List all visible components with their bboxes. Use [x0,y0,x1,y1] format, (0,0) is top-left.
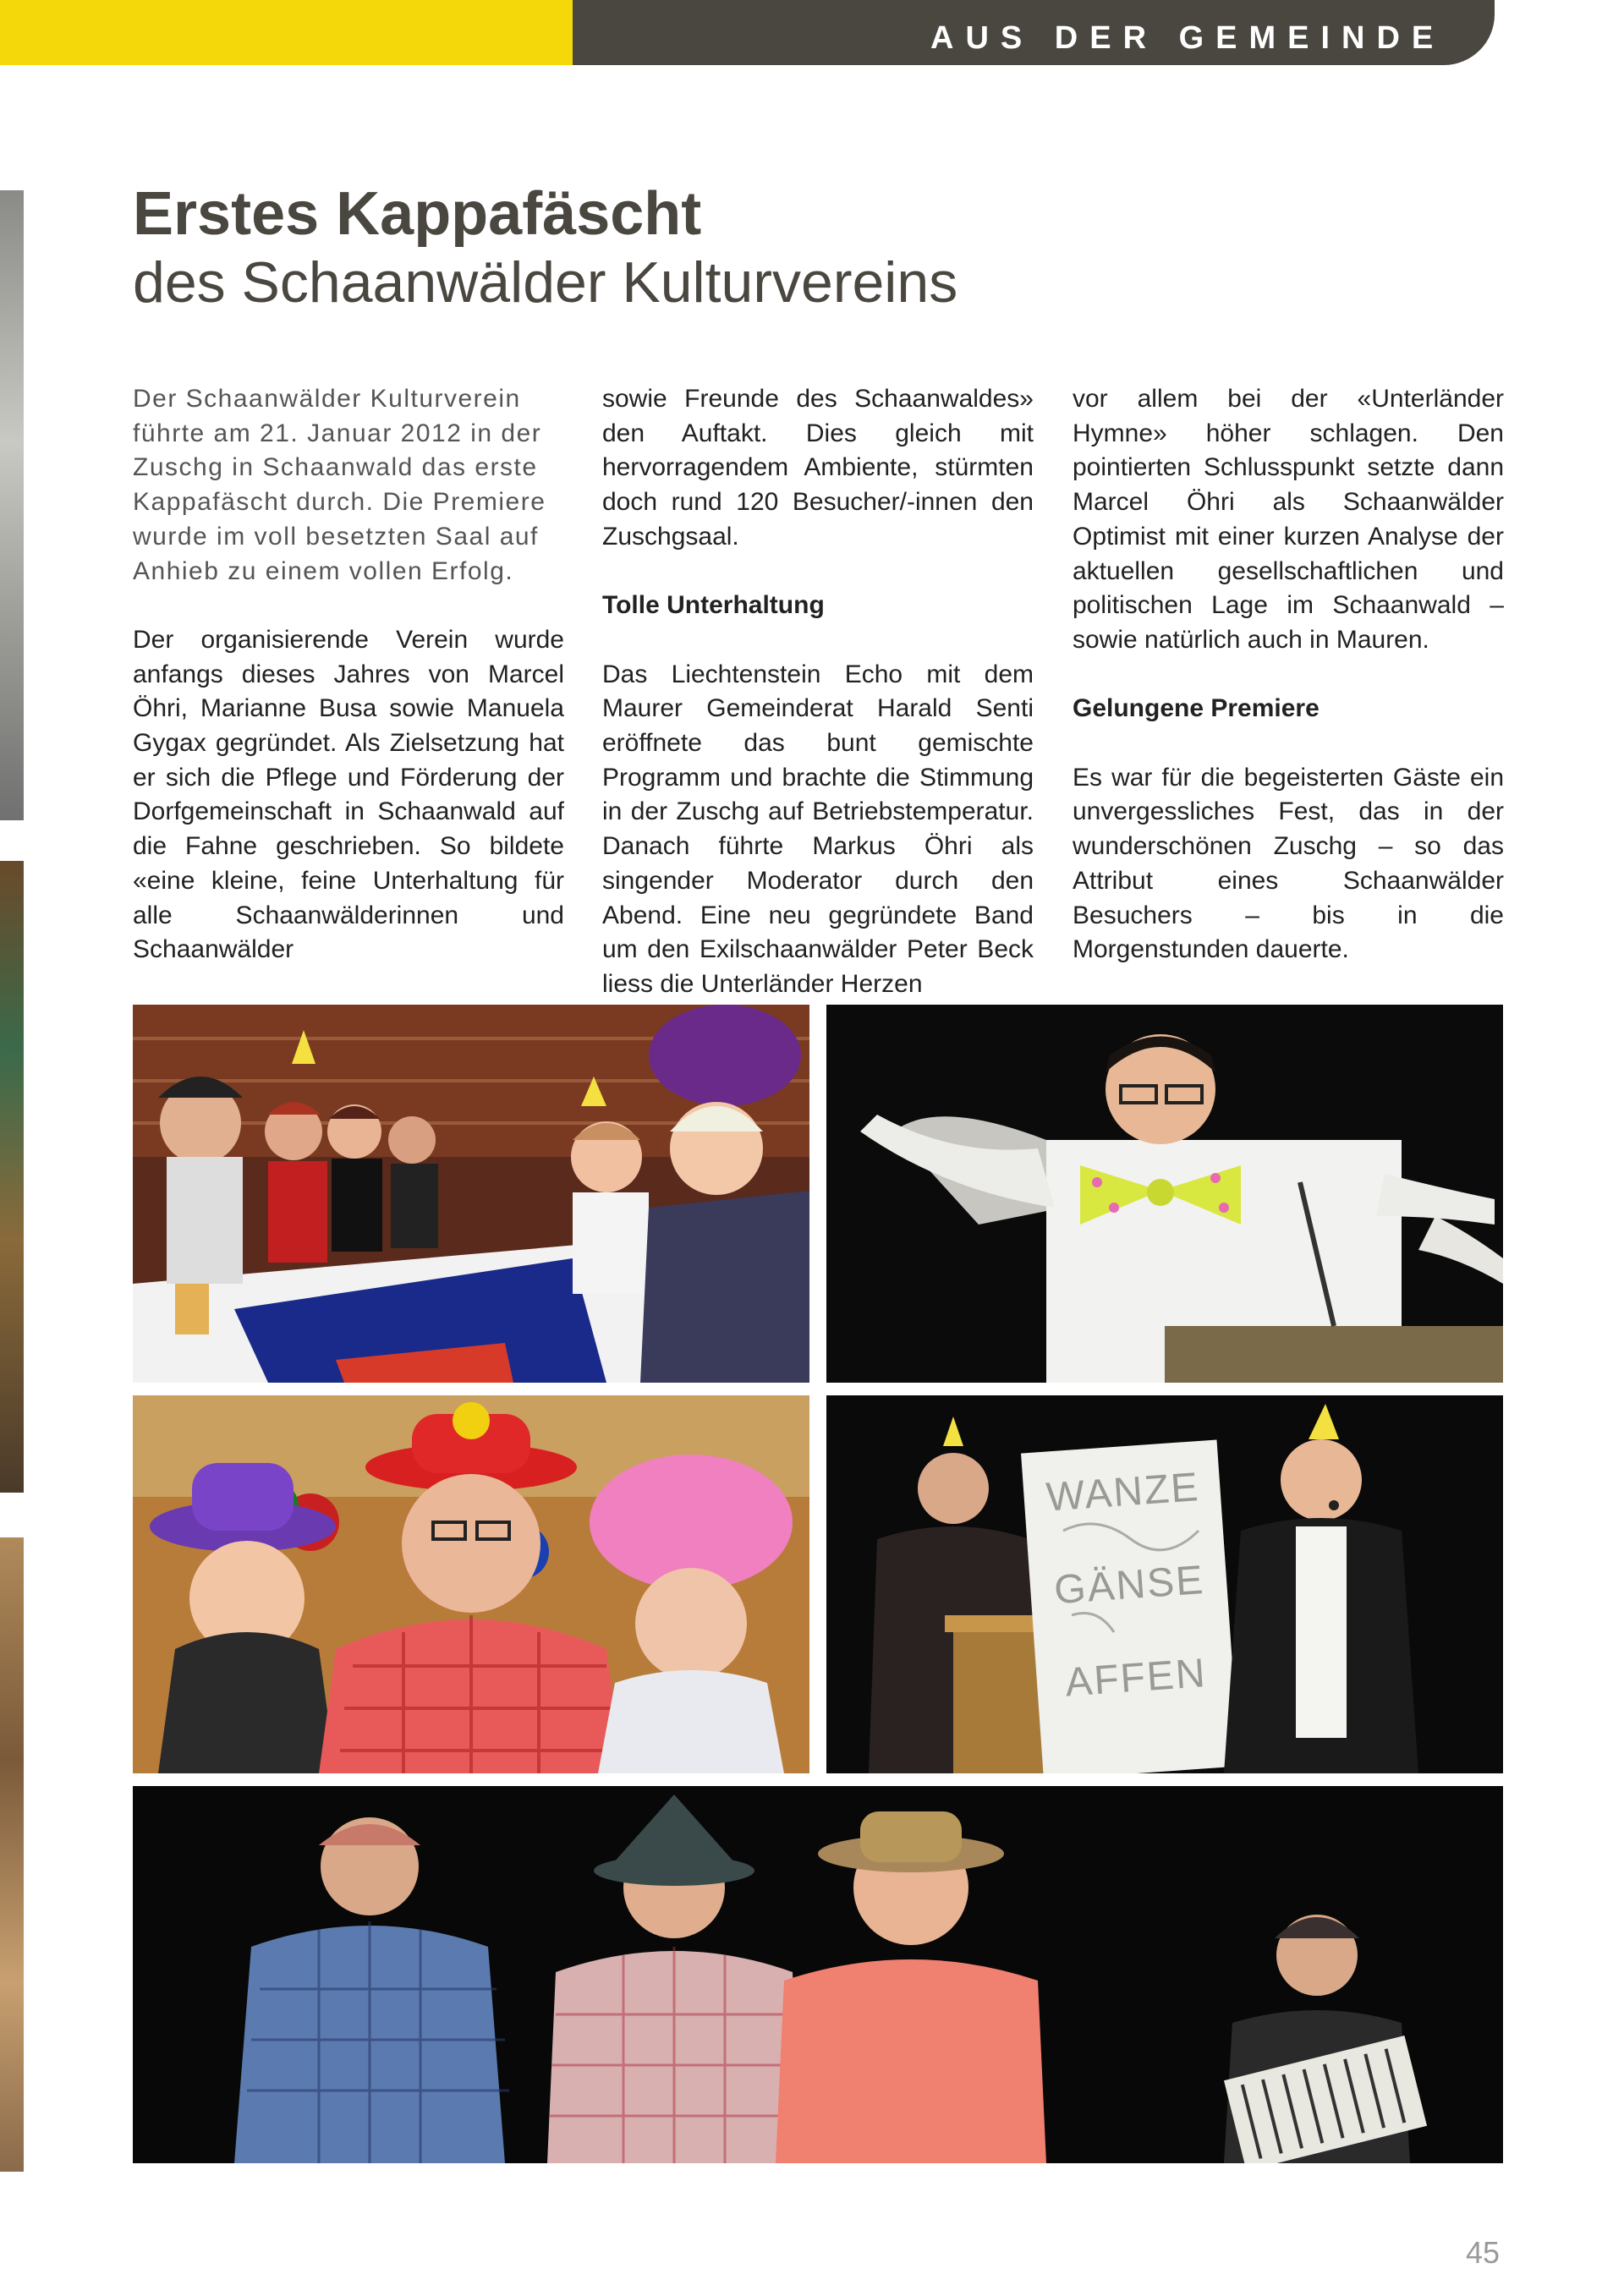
text-column-3 [1073,382,1504,967]
edge-strip-middle [0,861,24,1493]
text-column-1 [133,382,564,967]
body-paragraph: Der organisierende Verein wurde anfangs dieses Jahres von Marcel Öhri, Marianne Busa sowie Manuela Gygax gegründet. Als Zielsetzung hat er sich die Pflege und Förderung der Dorfgemeinschaft in Schaanwald auf die Fahne geschrieben. So bildete «eine kleine, feine Unterhaltung für alle Schaanwälderinnen und Schaanwälder [133,625,564,964]
photo-three-hats [133,1395,809,1773]
photo-speaker-bowtie [826,1005,1503,1383]
edge-strip-bottom [0,1537,24,2172]
body-paragraph: Das Liechtenstein Echo mit dem Maurer Gemeinderat Harald Senti eröffnete das bunt gemischte Programm und brachte die Stimmung in der Zuschg auf Betriebstemperatur. Danach führte Markus Öhri als singender Moderator durch den Abend. Eine neu gegründete Band um den Exilschaanwälder Peter Beck liess die Unterländer Herzen [602,660,1034,998]
header-yellow-bar [0,0,573,65]
body-paragraph: sowie Freunde des Schaanwaldes» den Auftakt. Dies gleich mit hervorragendem Ambiente, stürmten doch rund 120 Besucher/-innen den Zuschgsaal. [602,385,1034,551]
section-label: AUS DER GEMEINDE [930,20,1446,56]
photo-guests-at-table [133,1005,809,1383]
body-paragraph: vor allem bei der «Unterländer Hymne» höher schlagen. Den pointierten Schlusspunkt setzte dann Marcel Öhri als Schaanwälder Optimist mit einer kurzen Analyse der aktuellen gesellschaftlichen und politischen Lage im Schaanwald – sowie natürlich auch in Mauren. [1073,385,1504,654]
edge-strip-top [0,190,24,820]
photo-band-on-stage [133,1786,1503,2163]
article-subtitle: des Schaanwälder Kulturvereins [133,250,958,315]
sign-word: WANZE [1045,1465,1201,1521]
photo-sign-presentation [826,1395,1503,1773]
sign-text-block [1023,1439,1239,1773]
body-paragraph: Es war für die begeisterten Gäste ein unvergessliches Fest, das in der wunderschönen Zuschg – so das Attribut eines Schaanwälder Besuchers – bis in die Morgenstunden dauerte. [1073,763,1504,964]
section-heading: Gelungene Premiere [1073,694,1320,723]
page-number: 45 [1465,2235,1500,2270]
lead-paragraph: Der Schaanwälder Kulturverein führte am 21. Januar 2012 in der Zuschg in Schaanwald das erste Kappafäscht durch. Die Premiere wurde im voll besetzten Saal auf Anhieb zu einem vollen Erfolg. [133,385,546,585]
sign-word: GÄNSE [1052,1557,1206,1614]
sign-word: AFFEN [1063,1651,1209,1706]
article-title: Erstes Kappafäscht [133,180,702,248]
text-column-2 [602,382,1034,1002]
section-heading: Tolle Unterhaltung [602,591,825,620]
